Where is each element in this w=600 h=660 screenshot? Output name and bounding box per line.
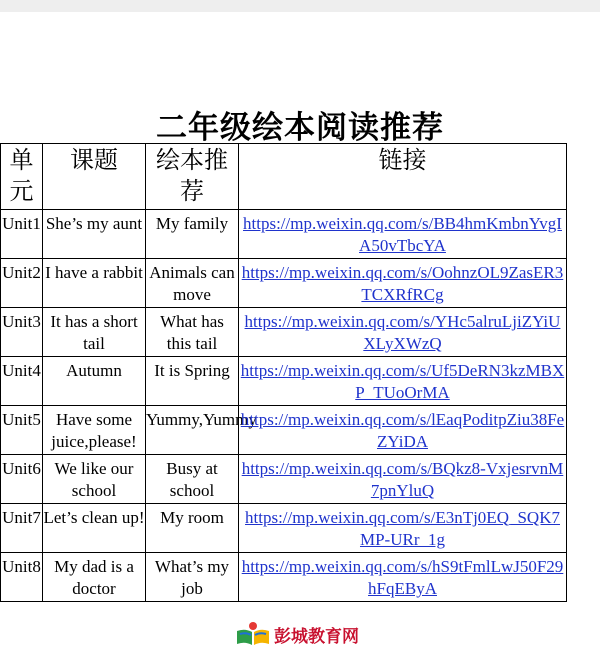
header-book: 绘本推荐	[146, 144, 239, 210]
site-logo	[234, 620, 359, 648]
article-link[interactable]: https://mp.weixin.qq.com/s/BQkz8-VxjesrvnM7pnYluQ	[241, 459, 564, 500]
topic-cell: Let’s clean up!	[43, 504, 146, 553]
book-cell: What has this tail	[146, 308, 239, 357]
topic-cell: My dad is a doctor	[43, 553, 146, 602]
table-header-row	[1, 144, 567, 210]
link-cell	[239, 259, 567, 308]
topic-cell: She’s my aunt	[43, 210, 146, 259]
unit-cell: Unit1	[1, 210, 43, 259]
link-cell	[239, 357, 567, 406]
link-cell	[239, 308, 567, 357]
unit-cell: Unit6	[1, 455, 43, 504]
book-cell: My room	[146, 504, 239, 553]
header-link: 链接	[239, 144, 567, 210]
unit-cell: Unit5	[1, 406, 43, 455]
topic-cell: Autumn	[43, 357, 146, 406]
header-topic: 课题	[43, 144, 146, 210]
topic-cell: We like our school	[43, 455, 146, 504]
table-row	[1, 210, 567, 259]
link-cell	[239, 210, 567, 259]
header-unit: 单元	[1, 144, 43, 210]
open-book-icon	[234, 621, 272, 647]
link-cell	[239, 406, 567, 455]
link-cell	[239, 504, 567, 553]
book-cell: My family	[146, 210, 239, 259]
topic-cell: Have some juice,please!	[43, 406, 146, 455]
article-link[interactable]: https://mp.weixin.qq.com/s/BB4hmKmbnYvgIA50vTbcYA	[243, 214, 562, 255]
book-cell: Animals can move	[146, 259, 239, 308]
recommendation-table	[0, 143, 567, 602]
table-row	[1, 308, 567, 357]
unit-cell: Unit7	[1, 504, 43, 553]
book-cell: It is Spring	[146, 357, 239, 406]
unit-cell: Unit3	[1, 308, 43, 357]
table-row	[1, 406, 567, 455]
article-link[interactable]: https://mp.weixin.qq.com/s/lEaqPoditpZiu38FeZYiDA	[240, 410, 565, 451]
article-link[interactable]: https://mp.weixin.qq.com/s/E3nTj0EQ_SQK7MP-URr_1g	[245, 508, 560, 549]
unit-cell: Unit8	[1, 553, 43, 602]
article-link[interactable]: https://mp.weixin.qq.com/s/OohnzOL9ZasER3TCXRfRCg	[241, 263, 564, 304]
article-link[interactable]: https://mp.weixin.qq.com/s/hS9tFmlLwJ50F29hFqEByA	[241, 557, 564, 598]
unit-cell: Unit2	[1, 259, 43, 308]
link-cell	[239, 553, 567, 602]
page-title: 二年级绘本阅读推荐	[156, 110, 444, 146]
book-cell: Busy at school	[146, 455, 239, 504]
topic-cell: It has a short tail	[43, 308, 146, 357]
unit-cell: Unit4	[1, 357, 43, 406]
topic-cell: I have a rabbit	[43, 259, 146, 308]
table-row	[1, 455, 567, 504]
article-link[interactable]: https://mp.weixin.qq.com/s/YHc5alruLjiZYiUXLyXWzQ	[244, 312, 561, 353]
table-row	[1, 504, 567, 553]
book-cell: What’s my job	[146, 553, 239, 602]
table-row	[1, 259, 567, 308]
book-cell: Yummy,Yummy	[146, 406, 239, 455]
table-row	[1, 357, 567, 406]
article-link[interactable]: https://mp.weixin.qq.com/s/Uf5DeRN3kzMBXP_TUoOrMA	[240, 361, 565, 402]
link-cell	[239, 455, 567, 504]
table-row	[1, 553, 567, 602]
logo-text: 彭城教育网	[274, 626, 359, 647]
top-strip	[0, 0, 600, 12]
